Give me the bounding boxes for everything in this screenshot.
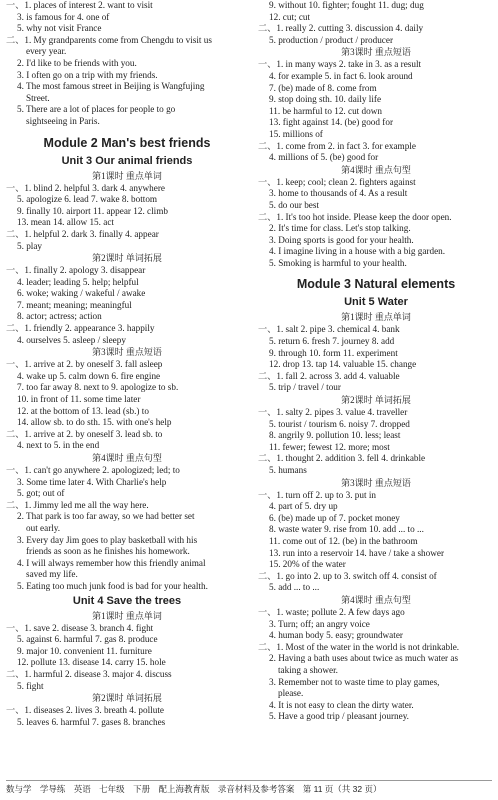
answer-line: 3. I often go on a trip with my friends.	[17, 69, 158, 80]
answer-line: 二、1. friendly 2. appearance 3. happily	[6, 323, 155, 334]
answer-line: 5. return 6. fresh 7. journey 8. add	[269, 336, 395, 347]
answer-line: 5. Smoking is harmful to your health.	[269, 257, 407, 268]
answer-line: 3. is famous for 4. one of	[17, 11, 110, 22]
answer-line: 8. waste water 9. rise from 10. add ... to ...	[269, 524, 424, 535]
answer-line: 4. leader; leading 5. help; helpful	[17, 276, 139, 287]
answer-line: sightseeing in Paris.	[26, 115, 100, 126]
answer-line: 11. fewer; fewest 12. more; most	[269, 441, 390, 452]
unit-title: Unit 4 Save the trees	[72, 594, 182, 607]
answer-line: saved my life.	[26, 569, 78, 580]
answer-line: 5. got; out of	[17, 488, 65, 499]
answer-line: 9. stop doing sth. 10. daily life	[269, 94, 382, 105]
answer-line: 一、1. turn off 2. up to 3. put in	[258, 489, 376, 500]
lesson-heading: 第1课时 重点单词	[92, 610, 162, 621]
answer-line: 14. allow sb. to do sth. 15. with one's help	[17, 417, 172, 428]
answer-line: 7. (be) made of 8. come from	[269, 82, 377, 93]
answer-line: 5. trip / travel / tour	[269, 382, 341, 393]
answer-line: 6. woke; waking / wakeful / awake	[17, 288, 146, 299]
answer-line: 一、1. places of interest 2. want to visit	[6, 0, 153, 10]
footer-section: 录音材料及参考答案	[217, 784, 295, 794]
module-title: Module 3 Natural elements	[296, 277, 456, 292]
footer-page-number: 第 11 页（共 32 页）	[302, 784, 382, 794]
lesson-heading: 第2课时 单词拓展	[92, 693, 162, 704]
answer-line: 二、1. arrive at 2. by oneself 3. lead sb. to	[6, 428, 163, 439]
answer-line: 一、1. in many ways 2. take in 3. as a result	[258, 59, 422, 70]
answer-line: 3. Doing sports is good for your health.	[269, 234, 414, 245]
answer-line: 2. It's time for class. Let's stop talking.	[269, 223, 411, 234]
answer-line: 2. That park is too far away, so we had better set	[17, 511, 195, 522]
answer-line: 3. Every day Jim goes to play basketball with his	[17, 534, 198, 545]
lesson-heading: 第4课时 重点句型	[341, 164, 411, 175]
answer-line: 5. humans	[269, 465, 307, 475]
answer-line: 一、1. can't go anywhere 2. apologized; led; to	[6, 465, 180, 475]
answer-line: 9. major 10. convenient 11. furniture	[17, 645, 152, 656]
answer-line: 二、1. go into 2. up to 3. switch off 4. consist of	[258, 570, 437, 581]
answer-line: 一、1. salt 2. pipe 3. chemical 4. bank	[258, 324, 400, 335]
lesson-heading: 第3课时 重点短语	[92, 347, 162, 358]
answer-line: 5. why not visit France	[17, 23, 102, 34]
lesson-heading: 第4课时 重点句型	[92, 453, 162, 463]
right-column	[258, 0, 494, 723]
answer-line: friends as soon as he finishes his homework.	[26, 546, 190, 557]
answer-line: 4. The most famous street in Beijing is Wangfujing	[17, 81, 205, 92]
unit-title: Unit 5 Water	[344, 296, 408, 309]
answer-line: 4. wake up 5. calm down 6. fire engine	[17, 370, 161, 381]
answer-line: 9. finally 10. airport 11. appear 12. climb	[17, 205, 168, 216]
answer-line: 5. play	[17, 240, 43, 251]
answer-line: 4. I will always remember how this friendly animal	[17, 557, 206, 568]
unit-title: Unit 3 Our animal friends	[61, 154, 193, 167]
answer-line: 二、1. really 2. cutting 3. discussion 4. daily	[258, 23, 424, 34]
answer-line: 2. I'd like to be friends with you.	[17, 57, 137, 68]
answer-line: 3. Turn; off; an angry voice	[269, 618, 370, 629]
page-footer	[6, 780, 492, 797]
answer-line: 一、1. diseases 2. lives 3. breath 4. pollute	[6, 705, 164, 716]
footer-series: 学导练	[39, 784, 66, 794]
answer-line: 一、1. keep; cool; clean 2. fighters against	[258, 176, 416, 187]
answer-line: please.	[278, 688, 304, 699]
answer-line: 3. Remember not to waste time to play games,	[269, 676, 440, 687]
footer-subject: 英语	[73, 784, 91, 794]
answer-line: 二、1. thought 2. addition 3. fell 4. drinkable	[258, 453, 426, 464]
answer-line: 4. next to 5. in the end	[17, 440, 100, 451]
answer-line: Street.	[26, 92, 50, 103]
answer-line: 12. at the bottom of 13. lead (sb.) to	[17, 405, 149, 416]
answer-line: 4. for example 5. in fact 6. look around	[269, 70, 413, 81]
left-column	[6, 0, 248, 728]
answer-line: 一、1. salty 2. pipes 3. value 4. traveller	[258, 407, 408, 418]
answer-line: 4. millions of 5. (be) good for	[269, 152, 379, 163]
answer-line: 一、1. finally 2. apology 3. disappear	[6, 265, 146, 276]
answer-line: 15. 20% of the water	[269, 559, 346, 570]
answer-line: 7. meant; meaning; meaningful	[17, 299, 132, 310]
lesson-heading: 第3课时 重点短语	[341, 477, 411, 488]
lesson-heading: 第3课时 重点短语	[341, 47, 411, 58]
answer-line: 8. actor; actress; action	[17, 311, 102, 322]
answer-line: 10. in front of 11. some time later	[17, 394, 141, 405]
answer-line: 5. add ... to ...	[269, 582, 320, 593]
footer-edition: 配上海教育版	[158, 784, 210, 794]
answer-line: 5. fight	[17, 680, 44, 691]
answer-line: 二、1. Most of the water in the world is not drinkable.	[258, 641, 460, 652]
lesson-heading: 第2课时 单词拓展	[92, 253, 162, 264]
answer-line: 13. fight against 14. (be) good for	[269, 117, 394, 128]
answer-line: 9. without 10. fighter; fought 11. dug; dug	[269, 0, 424, 10]
module-title: Module 2 Man's best friends	[43, 135, 211, 150]
answer-line: 13. run into a reservoir 14. have / take a shower	[269, 547, 445, 558]
answer-line: 5. do our best	[269, 199, 320, 210]
answer-line: 12. drop 13. tap 14. valuable 15. change	[269, 359, 417, 370]
answer-line: 6. (be) made up of 7. pocket money	[269, 512, 400, 523]
answer-line: 二、1. harmful 2. disease 3. major 4. discuss	[6, 668, 172, 679]
answer-line: 二、1. fall 2. across 3. add 4. valuable	[258, 370, 400, 381]
answer-line: 13. mean 14. allow 15. act	[17, 217, 114, 228]
answer-line: 4. human body 5. easy; groundwater	[269, 630, 403, 641]
answer-line: 2. Having a bath uses about twice as much water as	[269, 653, 459, 664]
answer-line: 7. too far away 8. next to 9. apologize to sb.	[17, 382, 179, 393]
answer-line: 一、1. save 2. disease 3. branch 4. fight	[6, 622, 154, 633]
answer-line: 12. cut; cut	[269, 11, 311, 22]
footer-term: 下册	[133, 784, 151, 794]
answer-line: out early.	[26, 522, 61, 533]
answer-line: 4. ourselves 5. asleep / sleepy	[17, 334, 126, 345]
answer-line: 一、1. arrive at 2. by oneself 3. fall asleep	[6, 359, 163, 370]
answer-line: 5. production / product / producer	[269, 34, 393, 45]
answer-line: 5. Have a good trip / pleasant journey.	[269, 711, 409, 722]
answer-line: taking a shower.	[278, 664, 338, 675]
footer-brand: 数与学	[6, 784, 32, 794]
answer-line: 3. home to thousands of 4. As a result	[269, 188, 408, 199]
answer-line: 二、1. come from 2. in fact 3. for example	[258, 140, 416, 151]
answer-line: every year.	[26, 46, 67, 57]
answer-line: 5. tourist / tourism 6. noisy 7. dropped	[269, 418, 410, 429]
answer-line: 4. I imagine living in a house with a big garden.	[269, 246, 446, 257]
answer-line: 15. millions of	[269, 128, 323, 139]
answer-line: 4. part of 5. dry up	[269, 501, 338, 512]
lesson-heading: 第1课时 重点单词	[341, 312, 411, 323]
answer-line: 一、1. blind 2. helpful 3. dark 4. anywhere	[6, 182, 165, 193]
lesson-heading: 第4课时 重点句型	[341, 594, 411, 605]
answer-line: 二、1. It's too hot inside. Please keep the door open.	[258, 211, 452, 222]
lesson-heading: 第2课时 单词拓展	[341, 395, 411, 406]
answer-line: 8. angrily 9. pollution 10. less; least	[269, 430, 401, 441]
answer-line: 二、1. Jimmy led me all the way here.	[6, 499, 149, 510]
answer-line: 5. against 6. harmful 7. gas 8. produce	[17, 634, 158, 645]
answer-line: 二、1. helpful 2. dark 3. finally 4. appear	[6, 228, 159, 239]
answer-line: 5. apologize 6. lead 7. wake 8. bottom	[17, 194, 158, 205]
answer-line: 一、1. waste; pollute 2. A few days ago	[258, 606, 405, 617]
answer-line: 3. Some time later 4. With Charlie's help	[17, 476, 167, 487]
answer-line: 5. Eating too much junk food is bad for your health.	[17, 580, 208, 591]
footer-grade: 七年级	[99, 784, 125, 794]
answer-line: 5. There are a lot of places for people to go	[17, 104, 176, 115]
answer-line: 4. It is not easy to clean the dirty water.	[269, 699, 414, 710]
answer-line: 9. through 10. form 11. experiment	[269, 347, 398, 358]
answer-line: 12. pollute 13. disease 14. carry 15. hole	[17, 657, 166, 668]
answer-line: 二、1. My grandparents come from Chengdu to visit us	[6, 34, 212, 45]
answer-line: 11. be harmful to 12. cut down	[269, 105, 382, 116]
lesson-heading: 第1课时 重点单词	[92, 170, 162, 181]
answer-line: 11. come out of 12. (be) in the bathroom	[269, 535, 418, 546]
answer-line: 5. leaves 6. harmful 7. gases 8. branches	[17, 716, 166, 727]
